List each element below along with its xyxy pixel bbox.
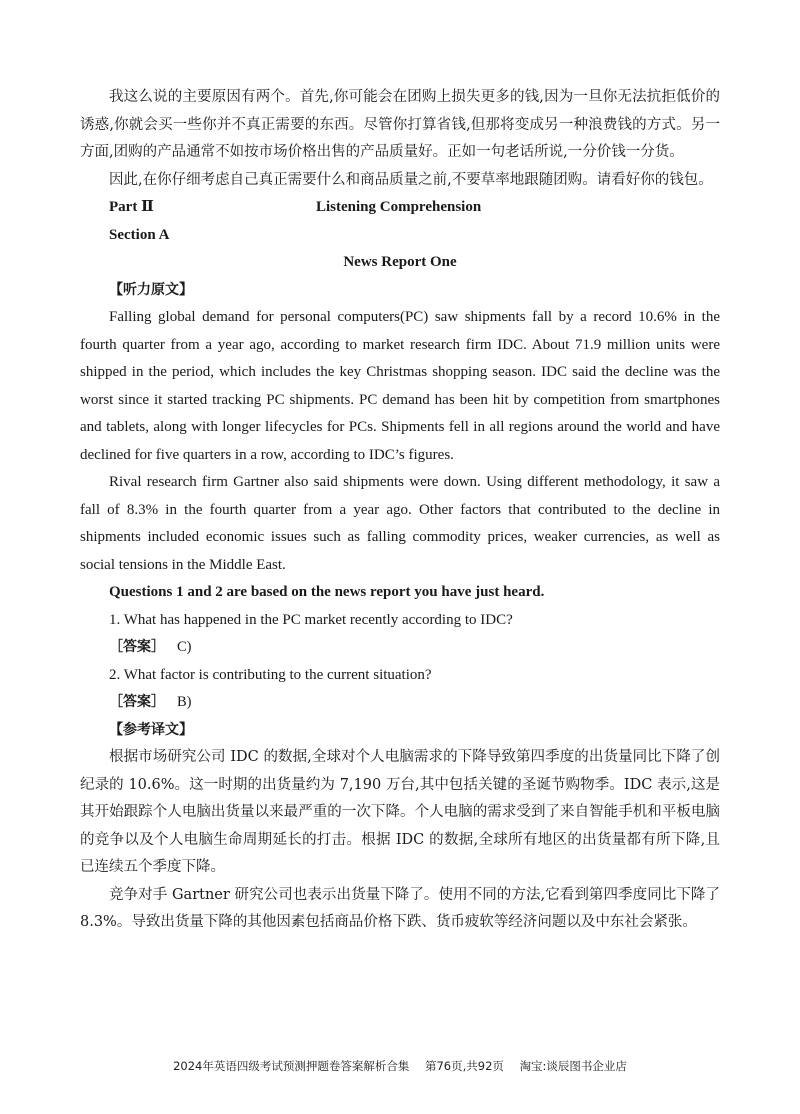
report-title: News Report One (343, 254, 457, 270)
answer-tag: ［答案］ (109, 639, 165, 655)
section-heading: Section A (109, 226, 170, 243)
footer-page-number: 第76页,共92页 (424, 1059, 504, 1073)
transcript-paragraph-1: Falling global demand for personal computers(PC) saw shipments fall by a record 10.6% in the fourth quarter from a year ago, according to market research firm IDC. About 71.9 million units were shipped in the period, which includes the key Christmas shopping season. IDC said the decline was the worst since it started tracking PC shipments. PC demand has been hit by competition from smartphones and tablets, along with longer lifecycles for PCs. Shipments fell in all regions around the world and have declined for five quarters in a row, according to IDC’s figures. (80, 309, 720, 463)
intro-paragraph-1: 我这么说的主要原因有两个。首先,你可能会在团购上损失更多的钱,因为一旦你无法抗拒低价的诱惑,你就会买一些你并不真正需要的东西。尽管你打算省钱,但那将变成另一种浪费钱的方式。另一方面,团购的产品通常不如按市场价格出售的产品质量好。正如一句老话所说,一分价钱一分货。 (80, 89, 720, 160)
footer-title: 2024年英语四级考试预测押题卷答案解析合集 (173, 1059, 410, 1073)
answer-value: C) (177, 639, 192, 655)
answer-1 (80, 634, 720, 662)
document-page (80, 84, 720, 937)
translation-label: 【参考译文】 (109, 721, 193, 738)
question-1: 1. What has happened in the PC market recently according to IDC? (109, 611, 513, 628)
transcript-paragraph-2: Rival research firm Gartner also said shipments were down. Using different methodology, it saw a fall of 8.3% in the fourth quarter from a year ago. Other factors that contributed to the decline in shipments included economic issues such as falling commodity prices, weaker currencies, as well as social tensions in the Middle East. (80, 474, 720, 573)
translation-paragraph-2: 竞争对手 Gartner 研究公司也表示出货量下降了。使用不同的方法,它看到第四季度同比下降了 8.3%。导致出货量下降的其他因素包括商品价格下跌、货币疲软等经济问题以及中东社会紧张。 (80, 886, 720, 930)
part-heading (80, 194, 720, 222)
transcript-label: 【听力原文】 (109, 281, 193, 298)
answer-value: B) (177, 694, 192, 710)
answer-tag: ［答案］ (109, 694, 165, 710)
answer-2 (80, 689, 720, 717)
questions-heading: Questions 1 and 2 are based on the news report you have just heard. (109, 584, 545, 600)
question-2: 2. What factor is contributing to the current situation? (109, 666, 432, 683)
page-footer (0, 1058, 800, 1074)
footer-shop: 淘宝:谈辰图书企业店 (519, 1059, 627, 1073)
part-label: Part Ⅱ (109, 199, 154, 215)
translation-paragraph-1: 根据市场研究公司 IDC 的数据,全球对个人电脑需求的下降导致第四季度的出货量同比下降了创纪录的 10.6%。这一时期的出货量约为 7,190 万台,其中包括关键的圣诞节购物季。IDC 表示,这是其开始跟踪个人电脑出货量以来最严重的一次下降。个人电脑的需求受到了来自智能手机和平板电脑的竞争以及个人电脑生命周期延长的打击。根据 IDC 的数据,全球所有地区的出货量都有所下降,且已连续五个季度下降。 (80, 749, 720, 875)
intro-paragraph-2: 因此,在你仔细考虑自己真正需要什么和商品质量之前,不要草率地跟随团购。请看好你的钱包。 (109, 171, 713, 188)
part-title: Listening Comprehension (316, 199, 482, 215)
